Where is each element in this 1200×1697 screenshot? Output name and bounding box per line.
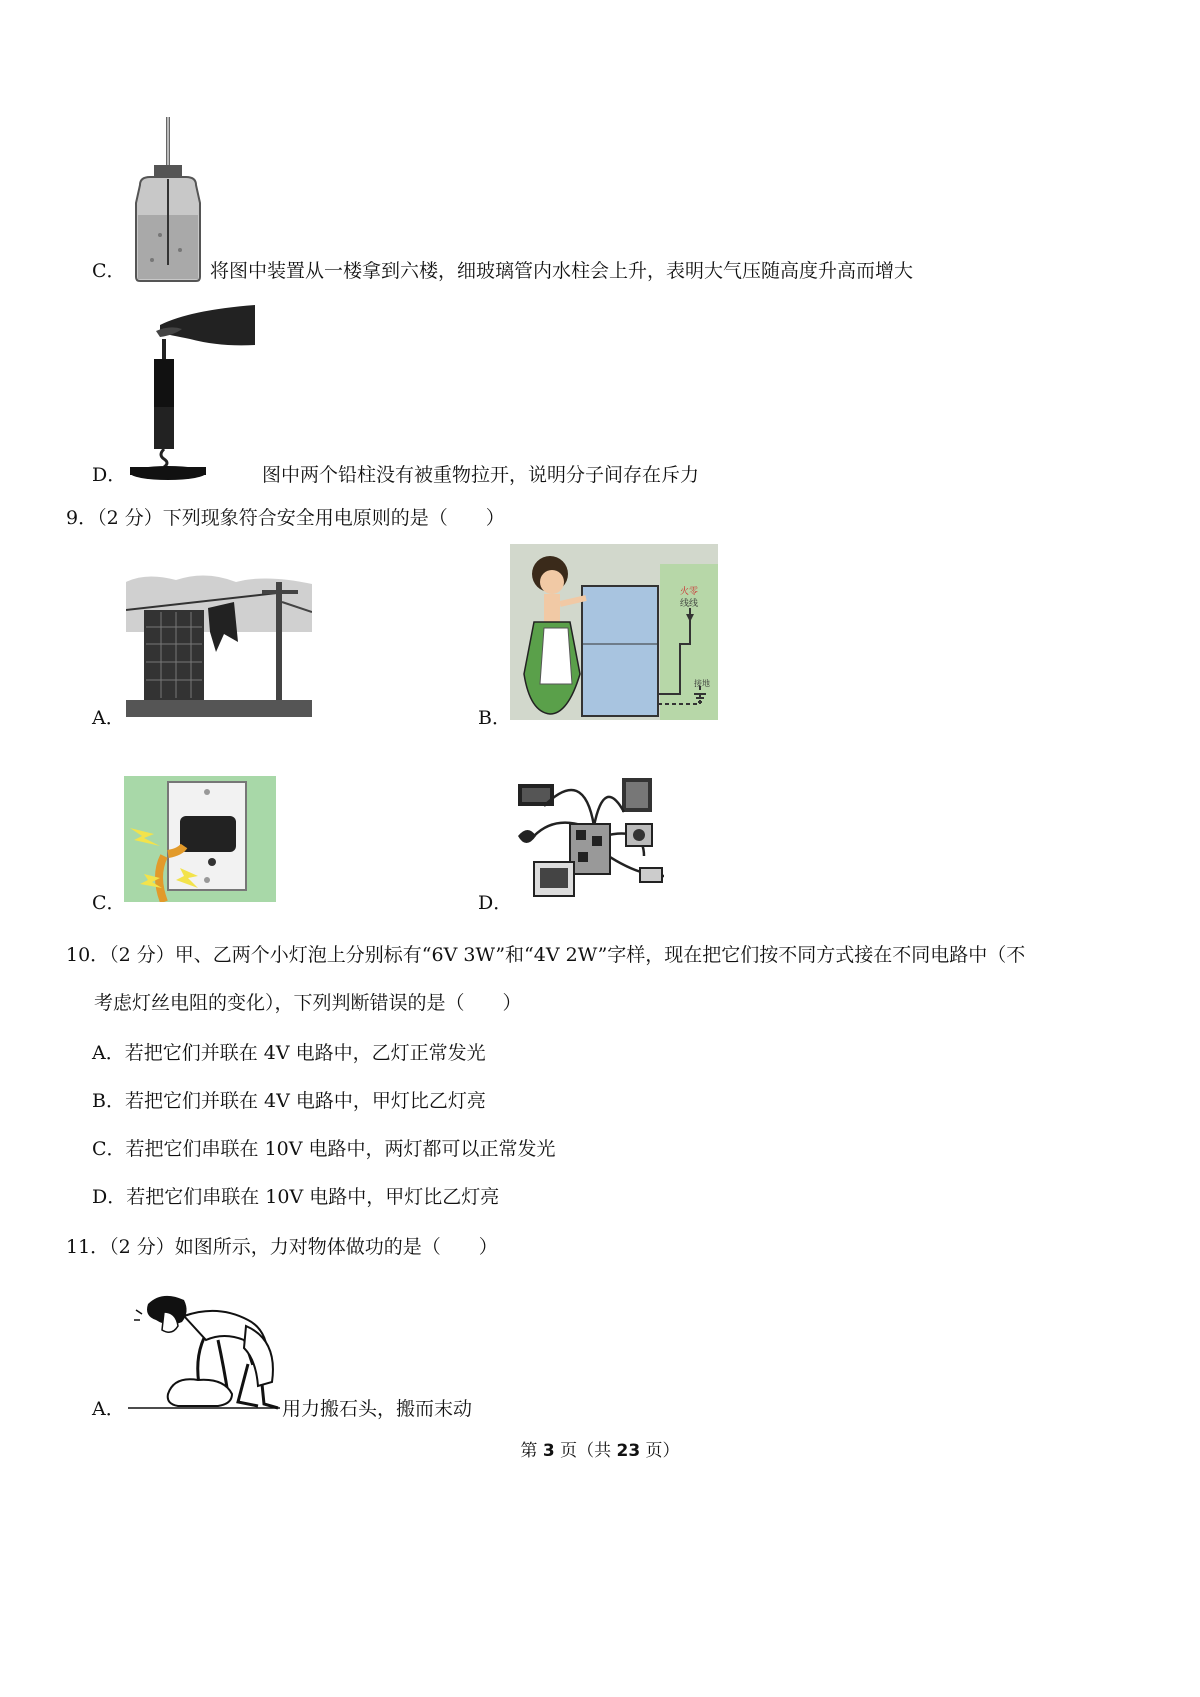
footer-middle: 页（共 (554, 1441, 617, 1461)
q9-stem: 9．（2 分）下列现象符合安全用电原则的是（ ） (66, 507, 505, 529)
person-lifting-stone-figure (128, 1290, 280, 1414)
q10-option-b[interactable]: B．若把它们并联在 4V 电路中，甲灯比乙灯亮 (92, 1090, 486, 1112)
page-footer (0, 1436, 1200, 1461)
q11-option-a-letter[interactable]: A． (92, 1398, 125, 1420)
total-page-number: 23 (616, 1441, 641, 1461)
footer-prefix: 第 (520, 1441, 543, 1461)
overloaded-socket-figure (514, 766, 678, 902)
q10-option-a[interactable]: A．若把它们并联在 4V 电路中，乙灯正常发光 (92, 1042, 486, 1064)
fridge-ground-label: 接地 (694, 679, 710, 688)
q11-option-a-text: 用力搬石头，搬而末动 (282, 1398, 473, 1420)
q9-option-b-letter[interactable]: B． (478, 707, 511, 729)
clothes-on-power-line-figure (126, 572, 312, 717)
q8-option-c-text: 将图中装置从一楼拿到六楼，细玻璃管内水柱会上升，表明大气压随高度升高而增大 (210, 260, 914, 282)
fridge-live-neutral-label-2: 线线 (680, 599, 699, 609)
q10-option-c[interactable]: C．若把它们串联在 10V 电路中，两灯都可以正常发光 (92, 1138, 556, 1160)
q11-stem: 11．（2 分）如图所示，力对物体做功的是（ ） (66, 1236, 498, 1258)
woman-touching-fridge-figure (510, 544, 718, 720)
q8-option-d-letter[interactable]: D． (92, 464, 127, 486)
q10-stem-line1: 10．（2 分）甲、乙两个小灯泡上分别标有“6V 3W”和“4V 2W”字样，现在把它们按不同方式接在不同电路中（不 (66, 944, 1026, 966)
footer-suffix: 页） (640, 1441, 680, 1461)
q8-option-d-text: 图中两个铅柱没有被重物拉开，说明分子间存在斥力 (262, 464, 700, 486)
jar-with-glass-tube-figure (130, 115, 206, 283)
q10-option-d[interactable]: D．若把它们串联在 10V 电路中，甲灯比乙灯亮 (92, 1186, 500, 1208)
q8-option-c-letter[interactable]: C． (92, 260, 126, 282)
lead-cylinders-weight-figure (130, 305, 260, 480)
q9-option-d-letter[interactable]: D． (478, 892, 513, 914)
fridge-live-neutral-label-1: 火零 (680, 587, 699, 597)
q10-stem-line2: 考虑灯丝电阻的变化），下列判断错误的是（ ） (94, 992, 522, 1014)
current-page-number: 3 (542, 1441, 555, 1461)
q9-option-a-letter[interactable]: A． (92, 707, 125, 729)
sparking-socket-figure (124, 776, 276, 902)
q9-option-c-letter[interactable]: C． (92, 892, 126, 914)
